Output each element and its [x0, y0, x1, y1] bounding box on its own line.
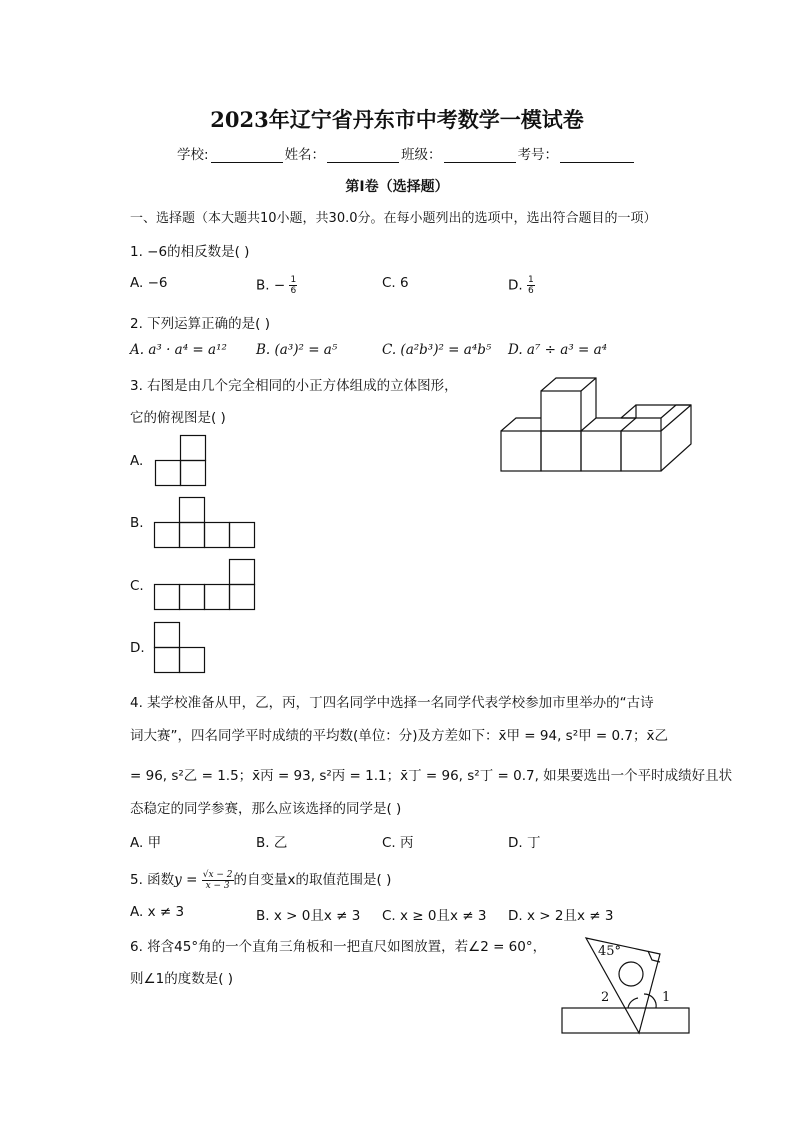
ruler-shape [562, 1008, 689, 1033]
fraction-denominator: 6 [290, 286, 297, 296]
page-title: 2023年辽宁省丹东市中考数学一模试卷 [210, 107, 584, 132]
q3-option-c: C. [130, 578, 144, 594]
q5-stem-prefix: 5. 函数 [130, 872, 175, 888]
q3-option-b: B. [130, 515, 144, 531]
school-blank[interactable] [211, 148, 283, 163]
q3-option-a: A. [130, 453, 144, 469]
q5-function-y: y = [174, 872, 198, 888]
exam-no-label: 考号： [517, 147, 559, 163]
exam-no-blank[interactable] [560, 148, 634, 163]
q3-option-c-figure [154, 559, 256, 611]
q4-line2: 词大赛”，四名同学平时成绩的平均数(单位：分)及方差如下：x̄甲 = 94, s²甲 = 0.7；x̄乙 [130, 728, 668, 744]
q4-line3: = 96, s²乙 = 1.5；x̄丙 = 93, s²丙 = 1.1；x̄丁 = 96, s²丁 = 0.7, 如果要选出一个平时成绩好且状 [130, 768, 733, 784]
q1-option-d-fraction [527, 275, 535, 296]
q1-option-d-label: D. [508, 277, 527, 294]
q5-stem-suffix: 的自变量x的取值范围是( ) [233, 872, 392, 888]
q4-line1: 4. 某学校准备从甲，乙，丙，丁四名同学中选择一名同学代表学校参加市里举办的“古诗 [130, 695, 654, 711]
q2-option-c: C. (a²b³)² = a⁴b⁵ [382, 342, 492, 358]
q1-option-b-fraction [289, 275, 297, 296]
q5-option-d: D. x > 2且x ≠ 3 [508, 908, 614, 924]
q1-option-b [256, 275, 297, 296]
q5-fraction [202, 870, 234, 891]
angle-1-label: 1 [662, 990, 671, 1005]
q5-option-a: A. x ≠ 3 [130, 904, 185, 920]
q1-stem: 1. −6的相反数是( ) [130, 244, 250, 260]
angle-2-arc [628, 998, 638, 1008]
triangle-hole [619, 962, 643, 986]
school-label: 学校: [177, 147, 209, 163]
fraction-numerator: 1 [527, 275, 534, 285]
q3-option-a-figure [155, 435, 207, 487]
q2-stem: 2. 下列运算正确的是( ) [130, 316, 270, 332]
q2-option-a: A. a³ · a⁴ = a¹² [130, 342, 227, 358]
angle-45-label: 45° [598, 944, 622, 959]
q6-line2: 则∠1的度数是( ) [130, 971, 234, 987]
q4-option-d: D. 丁 [508, 835, 541, 851]
q6-triangle-ruler-figure [560, 932, 692, 1036]
volume-heading: 第Ⅰ卷（选择题） [345, 179, 449, 195]
q4-option-a: A. 甲 [130, 835, 162, 851]
q3-option-d: D. [130, 640, 145, 656]
q3-solid-figure [498, 376, 693, 474]
class-blank[interactable] [444, 148, 516, 163]
q6-line1: 6. 将含45°角的一个直角三角板和一把直尺如图放置，若∠2 = 60°， [130, 939, 547, 955]
q1-option-c: C. 6 [382, 275, 409, 291]
angle-2-label: 2 [601, 990, 610, 1005]
q1-option-b-label: B. − [256, 277, 286, 294]
q1-option-d [508, 275, 535, 296]
fraction-numerator: 1 [290, 275, 297, 285]
q5-stem [130, 868, 391, 891]
q2-option-d: D. a⁷ ÷ a³ = a⁴ [508, 342, 608, 358]
q2-option-b: B. (a³)² = a⁵ [256, 342, 338, 358]
q4-line4: 态稳定的同学参赛，那么应该选择的同学是( ) [130, 801, 402, 817]
section-heading: 一、选择题（本大题共10小题，共30.0分。在每小题列出的选项中，选出符合题目的一项） [130, 211, 657, 226]
q5-fraction-denominator: x − 3 [205, 880, 230, 891]
q3-stem-line2: 它的俯视图是( ) [130, 410, 226, 426]
q1-option-a: A. −6 [130, 275, 168, 291]
q3-option-b-figure [154, 497, 256, 549]
q4-option-c: C. 丙 [382, 835, 414, 851]
fraction-denominator: 6 [527, 286, 534, 296]
class-label: 班级： [401, 147, 442, 163]
name-blank[interactable] [327, 148, 399, 163]
student-info-row [177, 143, 636, 163]
q5-option-b: B. x > 0且x ≠ 3 [256, 908, 361, 924]
q5-fraction-numerator: √x − 2 [202, 869, 233, 880]
q3-option-d-figure [154, 622, 206, 674]
q4-option-b: B. 乙 [256, 835, 288, 851]
q3-stem-line1: 3. 右图是由几个完全相同的小正方体组成的立体图形， [130, 378, 458, 394]
q5-option-c: C. x ≥ 0且x ≠ 3 [382, 908, 487, 924]
name-label: 姓名： [284, 147, 326, 163]
